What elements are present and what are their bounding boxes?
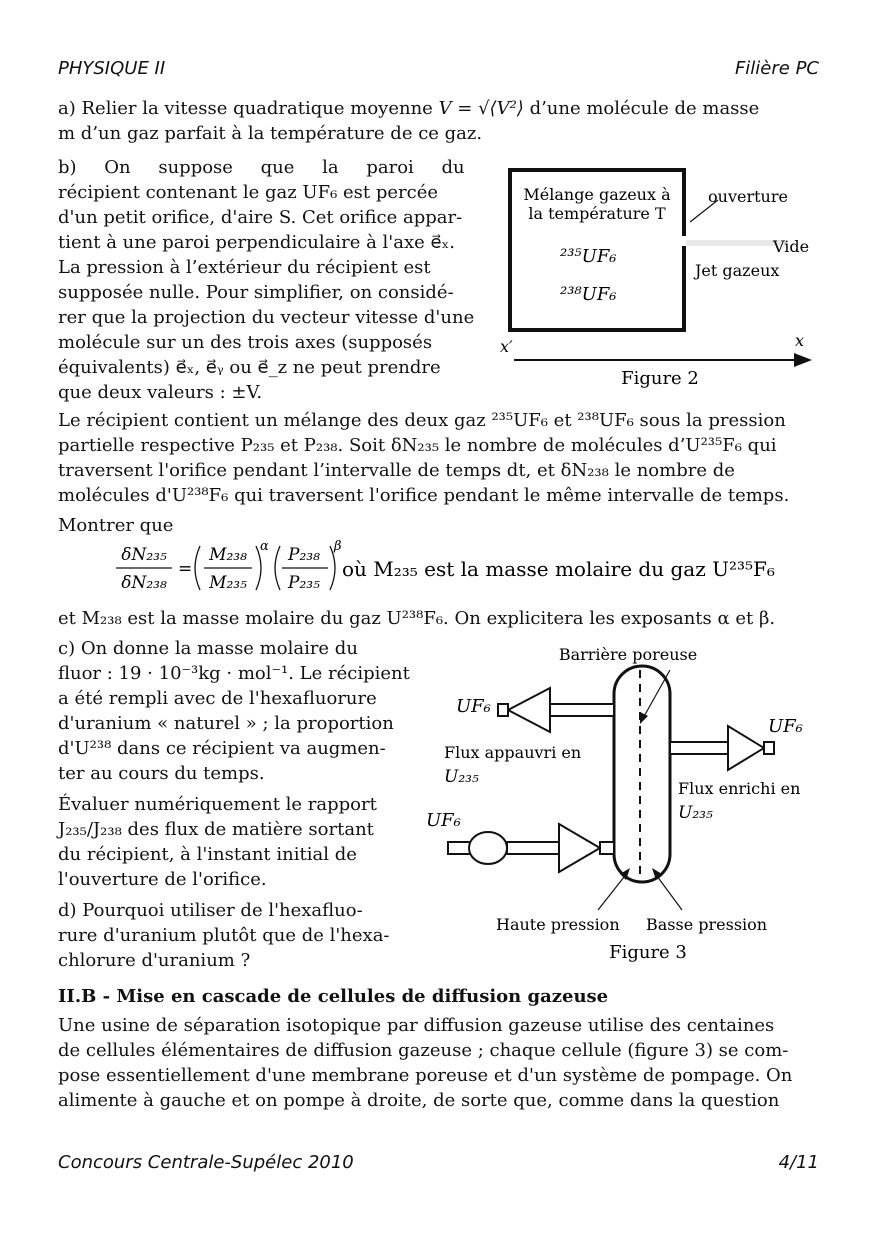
eq-p-den: P₂₃₅ [288,573,320,593]
figure-3-caption: Figure 3 [609,942,687,963]
eq-m-den: M₂₃₅ [209,573,247,593]
eq-m-num: M₂₃₈ [209,545,247,565]
enriched-pump [728,726,764,770]
paragraph-3 [58,1013,823,1113]
q-b-line: rer que la projection du vecteur vitesse d'une [58,307,475,328]
feed-compressor [559,824,600,872]
q-a-formula: V = √⟨V²⟩ [438,98,524,119]
barrier-arrow [640,712,648,724]
para1-line: partielle respective P₂₃₅ et P₂₃₈. Soit δN₂₃₅ le nombre de molécules d’U²³⁵F₆ qui [58,435,777,456]
uf6-left-bottom: UF₆ [426,810,461,831]
eq-tail: où M₂₃₅ est la masse molaire du gaz U²³⁵F₆ [342,557,775,581]
footer-right: 4/11 [778,1152,819,1173]
eq-lhs-den: δN₂₃₈ [121,573,167,593]
low-pressure-label: Basse pression [646,915,768,934]
para3-line: de cellules élémentaires de diffusion gazeuse ; chaque cellule (figure 3) se com- [58,1040,789,1061]
q-a-label: a) [58,98,76,119]
para3-line: alimente à gauche et on pompe à droite, de sorte que, comme dans la question [58,1090,780,1111]
para1-line: traversent l'orifice pendant l’intervalle de temps dt, et δN₂₃₈ le nombre de [58,460,735,481]
gas-jet [686,240,786,246]
q-d-line: chlorure d'uranium ? [58,950,251,971]
eq-paren [195,546,200,590]
question-c [58,636,414,973]
q-b-line: tient à une paroi perpendiculaire à l'axe e⃗ₓ. [58,232,455,253]
para1-line: molécules d'U²³⁸F₆ qui traversent l'orifice pendant le même intervalle de temps. [58,485,790,506]
uf6-left-top: UF₆ [456,696,491,717]
section-title: II.B - Mise en cascade de cellules de diffusion gazeuse [58,986,609,1007]
q-b-line: supposée nulle. Pour simplifier, on considé- [58,282,454,303]
x-label: x [795,331,805,350]
q-c-line: l'ouverture de l'orifice. [58,869,267,890]
q-c-line: J₂₃₅/J₂₃₈ des flux de matière sortant [58,819,374,840]
depleted-label-2: U₂₃₅ [444,767,479,787]
paragraph-2: et M₂₃₈ est la masse molaire du gaz U²³⁸F₆. On explicitera les exposants α et β. [58,608,776,629]
barrier-pointer [642,670,670,720]
eq-paren [275,546,280,590]
q-c-line: Évaluer numériquement le rapport [58,794,377,815]
q-a-text1: Relier la vitesse quadratique moyenne [81,98,433,119]
q-c-line: d'uranium « naturel » ; la proportion [58,713,394,734]
depleted-outlet [498,704,508,716]
enriched-outlet [764,742,774,754]
depleted-pipe [550,704,614,716]
q-d-line: d) Pourquoi utiliser de l'hexafluo- [58,900,363,921]
enriched-pipe [670,742,728,754]
enriched-label-2: U₂₃₅ [678,803,713,823]
uf6-right: UF₆ [768,716,803,737]
para3-line: pose essentiellement d'une membrane poreuse et d'un système de pompage. On [58,1065,793,1086]
jet-label: Jet gazeux [695,261,780,280]
eq-beta: β [334,539,342,554]
opening-label: ouverture [708,187,788,206]
equation [110,536,830,606]
feed-pipe [507,842,559,854]
para1-line: Le récipient contient un mélange des deux gaz ²³⁵UF₆ et ²³⁸UF₆ sous la pression [58,410,786,431]
q-a-text2: d’une molécule de masse [529,98,760,119]
eq-p-num: P₂₃₈ [288,545,320,565]
box-line2: la température T [528,204,666,223]
high-pressure-pointer [598,872,628,910]
q-c-line: ter au cours du temps. [58,763,265,784]
header-left: PHYSIQUE II [58,58,166,79]
high-pressure-label: Haute pression [496,915,620,934]
figure-2 [490,160,825,395]
figure-3 [420,640,830,970]
depleted-label-1: Flux appauvri en [444,743,582,762]
q-d-line: rure d'uranium plutôt que de l'hexa- [58,925,390,946]
eq-equals: = [178,559,193,579]
para3-line: Une usine de séparation isotopique par diffusion gazeuse utilise des centaines [58,1015,775,1036]
q-c-line: a été rempli avec de l'hexafluorure [58,688,377,709]
q-b-line: récipient contenant le gaz UF₆ est percée [58,182,439,203]
q-b-line: que deux valeurs : ±V. [58,382,263,403]
montrer-que: Montrer que [58,515,174,536]
footer-left: Concours Centrale-Supélec 2010 [58,1152,354,1173]
q-c-line: d'U²³⁸ dans ce récipient va augmen- [58,738,386,759]
q-a-text3: m d’un gaz parfait à la température de ce gaz. [58,123,483,144]
box-line1: Mélange gazeux à [523,185,671,204]
isotope-235: ²³⁵UF₆ [560,246,617,267]
q-c-line: fluor : 19 · 10⁻³kg · mol⁻¹. Le récipient [58,663,410,684]
barrier-label: Barrière poreuse [558,645,698,664]
enriched-label-1: Flux enrichi en [678,779,801,798]
isotope-238: ²³⁸UF₆ [560,284,617,305]
x-axis-arrow [794,353,812,367]
q-b-line: b) On suppose que la paroi du [58,157,465,178]
eq-lhs-num: δN₂₃₅ [121,545,167,565]
q-b-line: La pression à l’extérieur du récipient est [58,257,431,278]
eq-alpha: α [260,539,269,554]
q-c-line: c) On donne la masse molaire du [58,638,358,659]
figure-2-caption: Figure 2 [621,368,699,389]
feed-inlet [600,842,614,854]
q-c-line: du récipient, à l'instant initial de [58,844,357,865]
diffusion-cell [614,666,670,882]
header-right: Filière PC [734,58,819,79]
x-prime-label: x′ [500,337,513,356]
question-a [58,96,818,146]
q-b-line: d'un petit orifice, d'aire S. Cet orifice appar- [58,207,463,228]
q-b-line: équivalents) e⃗ₓ, e⃗ᵧ ou e⃗_z ne peut prendre [58,357,441,378]
vide-label: Vide [773,237,810,256]
q-b-line: molécule sur un des trois axes (supposés [58,332,433,353]
inlet-pipe [448,842,470,854]
paragraph-1 [58,408,820,538]
depleted-pump [508,688,550,732]
inlet-pump [469,832,507,864]
question-b [58,155,482,405]
